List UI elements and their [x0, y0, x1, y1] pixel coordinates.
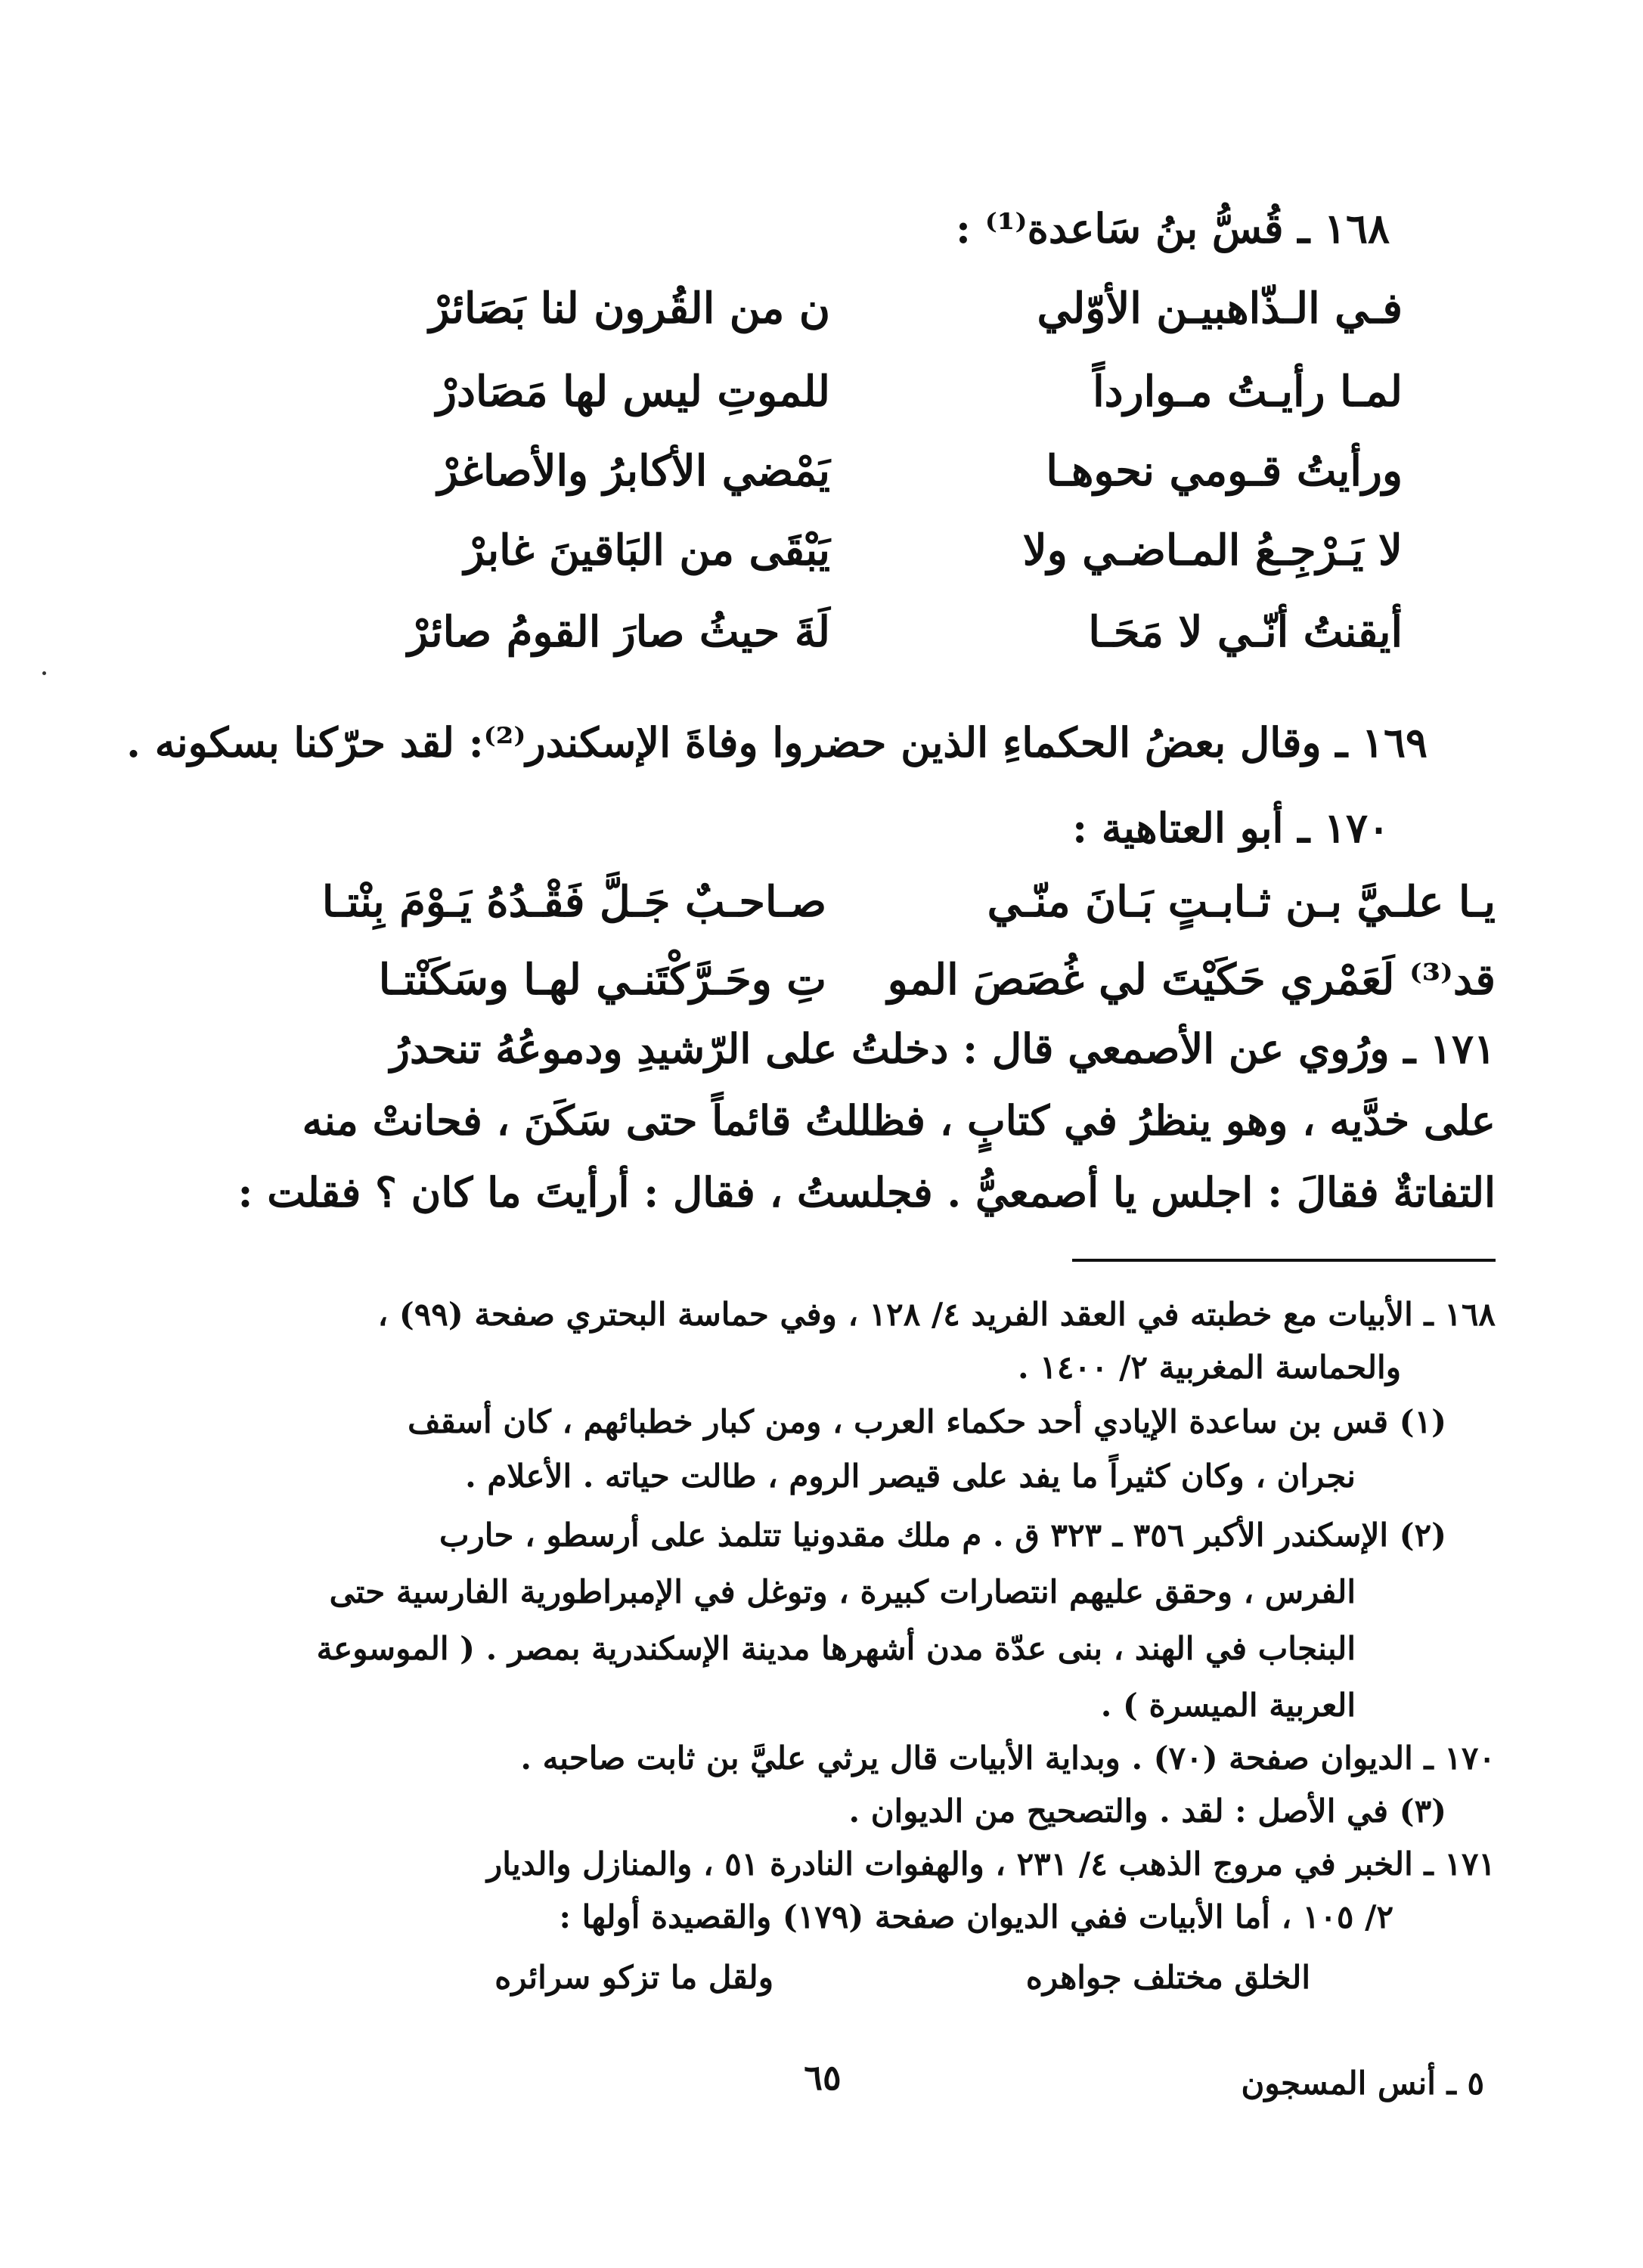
- verse-2-second: للموتِ ليس لها مَصَادرْ: [436, 367, 830, 417]
- footnote-verse-first: الخلق مختلف جواهره: [1025, 1959, 1310, 1996]
- footer-signature: ٥ ـ أنس المسجون: [1241, 2065, 1484, 2102]
- footnote-170: ١٧٠ ـ الديوان صفحة (٧٠) . وبداية الأبيات قال يرثي عليَّ بن ثابت صاحبه .: [520, 1740, 1496, 1777]
- verse-170-1-first: يـا علـيَّ بـن ثـابـتٍ بَـانَ منّـي: [987, 877, 1496, 927]
- verse-170-2-first: قد⁽³⁾ لَعَمْري حَكَيْتَ لي غُصَصَ المو: [887, 955, 1496, 1005]
- footnote-171-cont: ٢/ ١٠٥ ، أما الأبيات ففي الديوان صفحة (١٧٩) والقصيدة أولها :: [559, 1898, 1393, 1935]
- verse-170-1-second: صـاحـبٌ جَـلَّ فَقْـدُهُ يَـوْمَ بِنْتـا: [321, 877, 826, 927]
- verse-4-second: يَبْقَى من البَاقينَ غابرْ: [463, 525, 830, 575]
- verse-3-second: يَمْضي الأكابرُ والأصاغرْ: [437, 446, 830, 496]
- verse-5-first: أيقنتُ أنّـي لا مَحَـا: [1088, 607, 1403, 657]
- footnote-171: ١٧١ ـ الخبر في مروج الذهب ٤/ ٢٣١ ، والهفوات النادرة ٥١ ، والمنازل والديار: [486, 1845, 1496, 1882]
- footnote-2: (٢) الإسكندر الأكبر ٣٥٦ ـ ٣٢٣ ق . م ملك مقدونيا تتلمذ على أرسطو ، حارب: [439, 1517, 1446, 1554]
- footnote-verse-second: ولقل ما تزكو سرائره: [494, 1959, 773, 1996]
- footnote-168: ١٦٨ ـ الأبيات مع خطبته في العقد الفريد ٤/ ١٢٨ ، وفي حماسة البحتري صفحة (٩٩) ،: [377, 1296, 1496, 1333]
- footnote-168-cont: والحماسة المغربية ٢/ ١٤٠٠ .: [1018, 1349, 1401, 1386]
- page-number: ٦٥: [804, 2057, 842, 2098]
- scan-speck: [42, 671, 46, 675]
- verse-3-first: ورأيتُ قـومي نحوهـا: [1046, 446, 1403, 496]
- footnote-separator: [1072, 1259, 1496, 1262]
- footnote-2-cont-3: العربية الميسرة ) .: [1100, 1687, 1356, 1724]
- verse-1-second: ن من القُرون لنا بَصَائرْ: [429, 284, 830, 333]
- footnote-1-cont: نجران ، وكان كثيراً ما يفد على قيصر الروم ، طالت حياته . الأعلام .: [465, 1458, 1356, 1495]
- section-169-text: ١٦٩ ـ وقال بعضُ الحكماءِ الذين حضروا وفاةَ الإسكندر⁽²⁾: لقد حرّكنا بسكونه .: [126, 718, 1428, 767]
- verse-5-second: لَةَ حيثُ صارَ القومُ صائرْ: [408, 607, 830, 657]
- verse-170-2-second: تِ وحَـرَّكْتَنـي لهـا وسَكَنْتـا: [378, 955, 826, 1005]
- verse-2-first: لمـا رأيـتُ مـوارداً: [1093, 367, 1403, 417]
- footnote-2-cont-2: البنجاب في الهند ، بنى عدّة مدن أشهرها مدينة الإسكندرية بمصر . ( الموسوعة: [316, 1630, 1356, 1667]
- footnote-1: (١) قس بن ساعدة الإيادي أحد حكماء العرب ، ومن كبار خطبائهم ، كان أسقف: [408, 1403, 1446, 1440]
- section-170-heading: ١٧٠ ـ أبو العتاهية :: [1072, 804, 1390, 852]
- footnote-3: (٣) في الأصل : لقد . والتصحيح من الديوان .: [848, 1792, 1446, 1830]
- verse-1-first: فـي الـذّاهبيـن الأوّلي: [1037, 284, 1403, 333]
- footnote-2-cont-1: الفرس ، وحقق عليهم انتصارات كبيرة ، وتوغل في الإمبراطورية الفارسية حتى: [329, 1573, 1356, 1610]
- verse-4-first: لا يَـرْجِـعُ المـاضـي ولا: [1022, 525, 1403, 575]
- section-171-line-3: التفاتةٌ فقالَ : اجلس يا أصمعيُّ . فجلستُ ، فقال : أرأيتَ ما كان ؟ فقلت :: [237, 1168, 1496, 1216]
- section-171-line-2: على خدَّيه ، وهو ينظرُ في كتابٍ ، فظللتُ قائماً حتى سَكَنَ ، فحانتْ منه: [302, 1096, 1496, 1145]
- section-168-heading: ١٦٨ ـ قُسُّ بنُ سَاعدة⁽¹⁾ :: [956, 204, 1390, 253]
- section-171-line-1: ١٧١ ـ ورُوي عن الأصمعي قال : دخلتُ على الرّشيدِ ودموعُهُ تنحدرُ: [389, 1024, 1496, 1073]
